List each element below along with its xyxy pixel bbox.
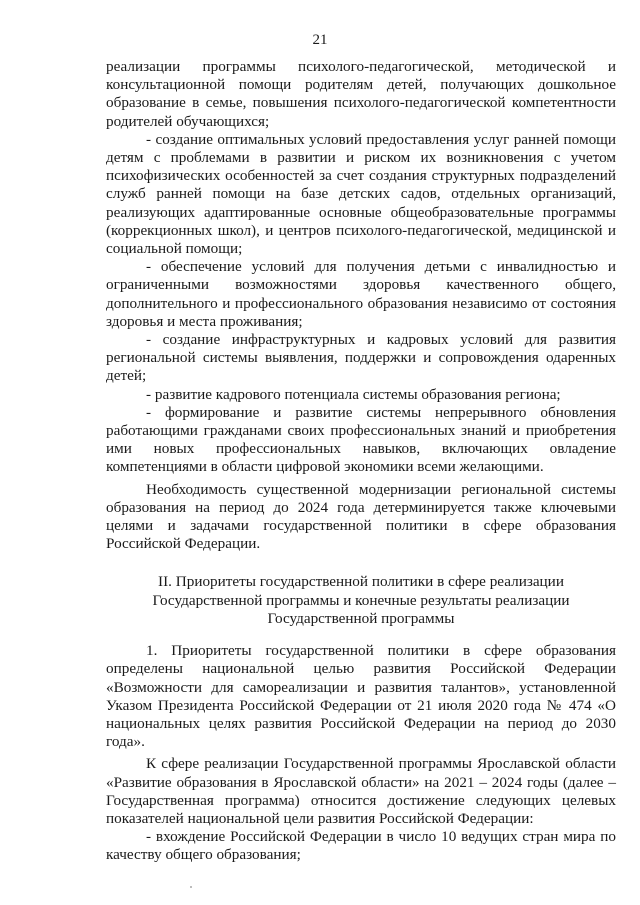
section-heading-line-3: Государственной программы xyxy=(267,609,455,627)
list-item-top-ten: - вхождение Российской Федерации в число 10 ведущих стран мира по качеству общего образования; xyxy=(106,828,616,864)
paragraph-program-scope: К сфере реализации Государственной программы Ярославской области «Развитие образования в Ярославской области» на 2021 – 2024 годы (далее – Государственная программа) относится достижение следующих целевых показателей национальной цели развития Российской Федерации: xyxy=(106,755,616,827)
list-item-staff-potential: - развитие кадрового потенциала системы образования региона; xyxy=(146,385,561,403)
paragraph-priorities: 1. Приоритеты государственной политики в сфере образования определены национальной целью развития Российской Федерации «Возможности для самореализации и развития талантов», установленной Указом Президента Российской Федерации от 21 июля 2020 года № 474 «О национальных целях развития Российской Федерации на период до 2030 года». xyxy=(106,642,616,751)
paragraph-modernization: Необходимость существенной модернизации региональной системы образования на период до 2024 года детерминируется также ключевыми целями и задачами государственной политики в сфере образования Российской Федерации. xyxy=(106,480,616,553)
list-item-gifted-children: - создание инфраструктурных и кадровых условий для развития региональной системы выявления, поддержки и сопровождения одаренных детей; xyxy=(106,331,616,385)
list-item-continuous-learning: - формирование и развитие системы непрерывного обновления работающими гражданами своих профессиональных знаний и приобретения ими новых профессиональных навыков, включающих овладение компетенциями в области цифровой экономики всеми желающими. xyxy=(106,403,616,476)
scan-speck xyxy=(190,886,192,888)
list-item-disability-education: - обеспечение условий для получения детьми с инвалидностью и ограниченными возможностями здоровья качественного общего, дополнительного и профессионального образования независимо от состояния здоровья и места проживания; xyxy=(106,258,616,330)
section-heading-line-1: II. Приоритеты государственной политики в сфере реализации xyxy=(158,573,564,591)
paragraph-continuation: реализации программы психолого-педагогической, методической и консультационной помощи родителям детей, получающих дошкольное образование в семье, повышения психолого-педагогической компетентности родителей обучающихся; xyxy=(106,58,616,130)
page-number: 21 xyxy=(312,32,328,48)
document-body xyxy=(106,58,616,865)
section-heading xyxy=(106,573,616,628)
list-item-early-help: - создание оптимальных условий предоставления услуг ранней помощи детям с проблемами в развитии и риском их возникновения с учетом психофизических особенностей за счет создания структурных подразделений служб ранней помощи на базе детских садов, отдельных организаций, реализующих адаптированные основные общеобразовательные программы (коррекционных школ), и центров психолого-педагогической, медицинской и социальной помощи; xyxy=(106,130,616,258)
section-heading-line-2: Государственной программы и конечные результаты реализации xyxy=(152,591,570,609)
